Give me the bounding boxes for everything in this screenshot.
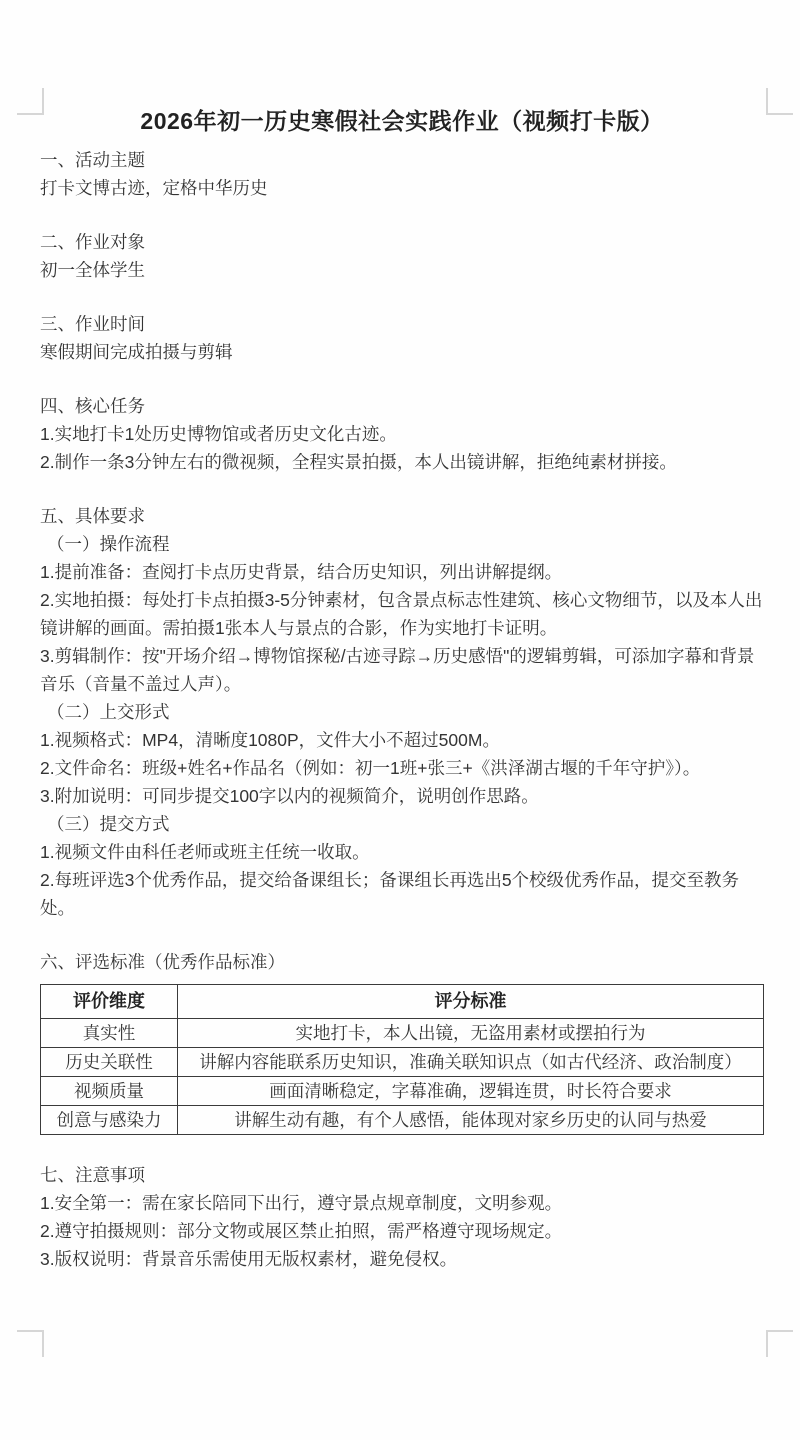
paragraph: 1.安全第一：需在家长陪同下出行，遵守景点规章制度，文明参观。 (40, 1193, 563, 1213)
paragraph: 1.视频文件由科任老师或班主任统一收取。 (40, 842, 370, 862)
section-activity-theme (40, 146, 764, 202)
table-row (41, 1077, 764, 1106)
paragraph: 2.文件命名：班级+姓名+作品名（例如：初一1班+张三+《洪泽湖古堰的千年守护》）。 (40, 758, 701, 778)
paragraph: 寒假期间完成拍摄与剪辑 (40, 342, 233, 362)
section-heading: 五、具体要求 (40, 506, 145, 526)
section-assignment-target (40, 228, 764, 284)
paragraph: 2.制作一条3分钟左右的微视频，全程实景拍摄，本人出镜讲解，拒绝纯素材拼接。 (40, 452, 677, 472)
table-row (41, 1019, 764, 1048)
document-title: 2026年初一历史寒假社会实践作业（视频打卡版） (140, 108, 664, 134)
table-row (41, 1106, 764, 1135)
section-heading: 二、作业对象 (40, 232, 145, 252)
document-content (40, 106, 764, 1273)
section-selection-criteria (40, 948, 764, 1135)
table-cell-dimension: 真实性 (41, 1019, 178, 1048)
table-cell-standard: 实地打卡，本人出镜，无盗用素材或摆拍行为 (178, 1019, 764, 1048)
table-cell-standard: 画面清晰稳定，字幕准确，逻辑连贯，时长符合要求 (178, 1077, 764, 1106)
section-assignment-time (40, 310, 764, 366)
subsection-heading: （二）上交形式 (47, 702, 170, 722)
table-cell-standard: 讲解生动有趣，有个人感悟，能体现对家乡历史的认同与热爱 (178, 1106, 764, 1135)
corner-mark-bottom-right (766, 1330, 793, 1357)
table-cell-dimension: 创意与感染力 (41, 1106, 178, 1135)
paragraph: 打卡文博古迹，定格中华历史 (40, 178, 268, 198)
paragraph: 1.视频格式：MP4，清晰度1080P，文件大小不超过500M。 (40, 730, 500, 750)
paragraph: 初一全体学生 (40, 260, 145, 280)
subsection-heading: （一）操作流程 (47, 534, 170, 554)
table-cell-dimension: 历史关联性 (41, 1048, 178, 1077)
table-cell-dimension: 视频质量 (41, 1077, 178, 1106)
section-specific-requirements (40, 502, 764, 922)
section-heading: 七、注意事项 (40, 1165, 145, 1185)
section-notes (40, 1161, 764, 1273)
paragraph: 3.附加说明：可同步提交100字以内的视频简介，说明创作思路。 (40, 786, 539, 806)
paragraph: 1.实地打卡1处历史博物馆或者历史文化古迹。 (40, 424, 397, 444)
table-header-cell: 评价维度 (41, 985, 178, 1019)
paragraph: 1.提前准备：查阅打卡点历史背景，结合历史知识，列出讲解提纲。 (40, 562, 563, 582)
table-header-cell: 评分标准 (178, 985, 764, 1019)
subsection-heading: （三）提交方式 (47, 814, 170, 834)
paragraph: 2.实地拍摄：每处打卡点拍摄3-5分钟素材，包含景点标志性建筑、核心文物细节，以及本人出镜讲解的画面。需拍摄1张本人与景点的合影，作为实地打卡证明。 (40, 590, 763, 638)
corner-mark-top-right (766, 88, 793, 115)
corner-mark-bottom-left (17, 1330, 44, 1357)
criteria-table (40, 984, 764, 1135)
section-core-tasks (40, 392, 764, 476)
table-row (41, 1048, 764, 1077)
table-cell-standard: 讲解内容能联系历史知识，准确关联知识点（如古代经济、政治制度） (178, 1048, 764, 1077)
paragraph: 3.剪辑制作：按"开场介绍→博物馆探秘/古迹寻踪→历史感悟"的逻辑剪辑，可添加字幕和背景音乐（音量不盖过人声）。 (40, 646, 755, 694)
section-heading: 六、评选标准（优秀作品标准） (40, 952, 285, 972)
paragraph: 2.遵守拍摄规则：部分文物或展区禁止拍照，需严格遵守现场规定。 (40, 1221, 563, 1241)
paragraph: 2.每班评选3个优秀作品，提交给备课组长；备课组长再选出5个校级优秀作品，提交至教务处。 (40, 870, 740, 918)
section-heading: 四、核心任务 (40, 396, 145, 416)
section-heading: 一、活动主题 (40, 150, 145, 170)
table-header-row (41, 985, 764, 1019)
paragraph: 3.版权说明：背景音乐需使用无版权素材，避免侵权。 (40, 1249, 458, 1269)
section-heading: 三、作业时间 (40, 314, 145, 334)
